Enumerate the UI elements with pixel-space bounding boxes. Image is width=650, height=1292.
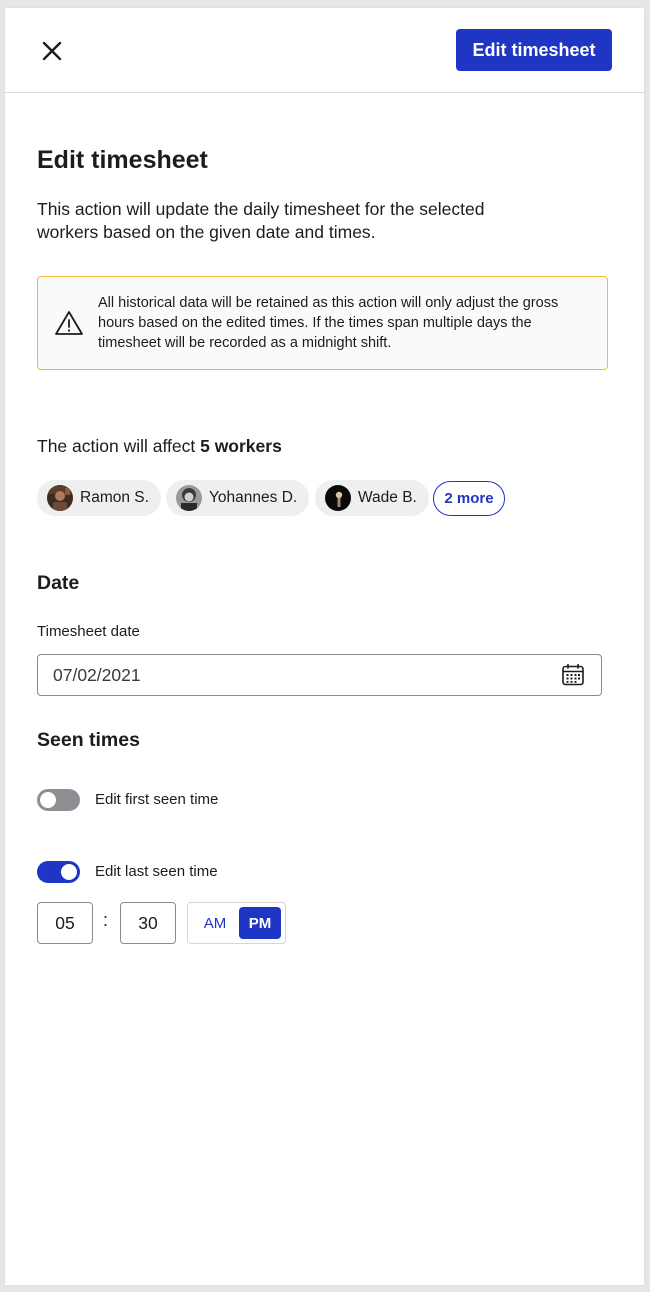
seen-times-heading: Seen times [37, 729, 140, 751]
last-seen-toggle[interactable] [37, 861, 80, 883]
minute-input[interactable] [120, 902, 176, 944]
am-pm-toggle [187, 902, 286, 944]
timesheet-date-label: Timesheet date [37, 623, 140, 640]
first-seen-toggle-label: Edit first seen time [95, 791, 219, 808]
avatar [176, 485, 202, 511]
affected-workers-summary [37, 436, 282, 457]
am-button[interactable]: AM [194, 907, 236, 939]
timesheet-date-input[interactable] [53, 655, 533, 695]
date-section-heading: Date [37, 572, 80, 594]
warning-triangle-icon [54, 309, 84, 337]
more-workers-button[interactable]: 2 more [433, 481, 505, 516]
warning-banner [37, 276, 608, 370]
worker-name: Yohannes D. [209, 489, 298, 506]
toggle-knob [61, 864, 77, 880]
worker-chip-yohannes[interactable] [166, 480, 309, 516]
avatar [325, 485, 351, 511]
hour-input[interactable] [37, 902, 93, 944]
time-separator: : [103, 910, 109, 930]
affect-count: 5 workers [200, 436, 282, 456]
affect-prefix: The action will affect [37, 436, 201, 456]
panel-header [5, 8, 644, 93]
worker-chip-wade[interactable] [315, 480, 429, 516]
worker-name: Wade B. [358, 489, 417, 506]
page-title: Edit timesheet [37, 146, 208, 174]
pm-button[interactable]: PM [239, 907, 281, 939]
warning-text: All historical data will be retained as this action will only adjust the gross hours based on the edited times. If the times span multiple days the timesheet will be recorded as a midnight shift. [98, 295, 559, 351]
worker-chip-ramon[interactable] [37, 480, 161, 516]
calendar-icon[interactable] [561, 663, 585, 687]
worker-name: Ramon S. [80, 489, 149, 506]
page-description: This action will update the daily timesheet for the selected workers based on the given date and times. [37, 199, 485, 242]
last-seen-toggle-label: Edit last seen time [95, 863, 218, 880]
edit-timesheet-panel [5, 8, 644, 1285]
avatar [47, 485, 73, 511]
timesheet-date-field [37, 654, 602, 696]
edit-timesheet-button[interactable]: Edit timesheet [456, 29, 612, 71]
toggle-knob [40, 792, 56, 808]
close-icon[interactable] [37, 36, 67, 66]
first-seen-toggle[interactable] [37, 789, 80, 811]
